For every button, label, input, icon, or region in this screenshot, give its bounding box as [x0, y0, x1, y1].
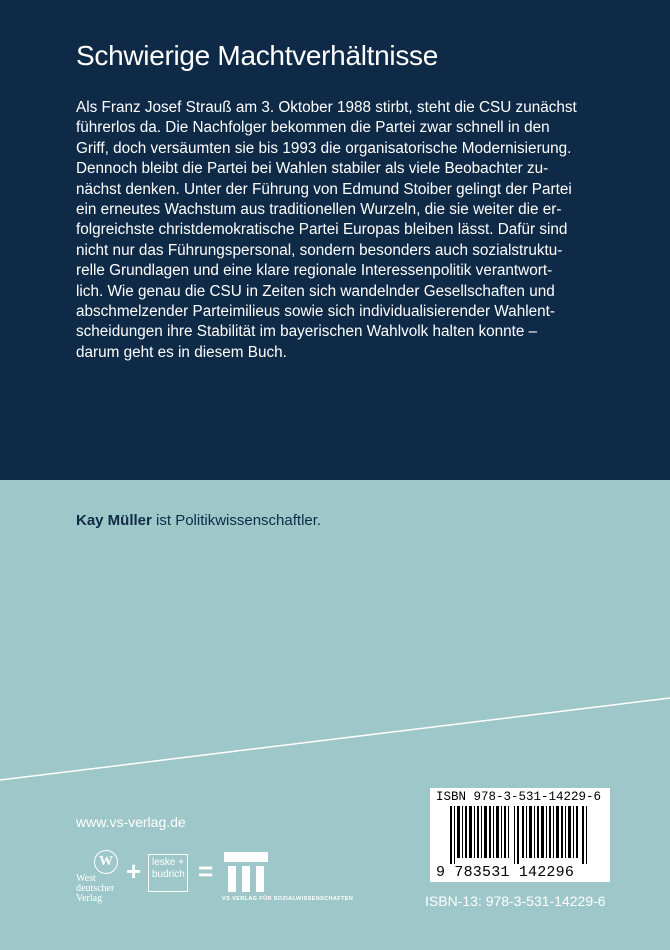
isbn-top-label: ISBN 978-3-531-14229-6: [436, 790, 602, 804]
equals-sign: =: [198, 856, 214, 886]
blurb-line: nicht nur das Führungspersonal, sondern besonders auch sozialstruktu-: [76, 241, 563, 259]
blurb-line: scheidungen ihre Stabilität im bayerischen Wahlvolk halten konnte –: [76, 323, 538, 341]
vs-verlag-logo-icon: [224, 852, 268, 892]
blurb-line: darum geht es in diesem Buch.: [76, 343, 287, 361]
blurb-line: relle Grundlagen und eine klare regionale Interessenpolitik verantwort-: [76, 262, 553, 280]
bottom-panel: [0, 480, 670, 950]
author-description: ist Politikwissenschaftler.: [156, 512, 322, 529]
blurb-line: ein erneutes Wachstum aus traditionellen Wurzeln, die sie weiter die er-: [76, 201, 562, 219]
logo-text-line: budrich: [152, 869, 185, 880]
blurb-line: abschmelzender Parteimilieus sowie sich individualisierender Wahlent-: [76, 303, 555, 321]
blurb-line: nächst denken. Unter der Führung von Edmund Stoiber gelingt der Partei: [76, 180, 572, 198]
author-line: [76, 512, 321, 529]
logo-text-line: West: [76, 873, 96, 884]
book-title: Schwierige Machtverhältnisse: [76, 40, 438, 71]
blurb-line: führerlos da. Die Nachfolger bekommen die Partei zwar schnell in den: [76, 119, 550, 137]
blurb-text: [76, 98, 616, 363]
barcode-box: [430, 788, 610, 882]
westdeutscher-verlag-logo: [76, 850, 118, 906]
leske-budrich-logo: [148, 854, 188, 892]
ean-number: 9 783531 142296: [436, 864, 575, 881]
logo-text-line: Verlag: [76, 893, 103, 904]
isbn13-label: ISBN-13: 978-3-531-14229-6: [425, 893, 606, 909]
vs-verlag-caption: VS VERLAG FÜR SOZIALWISSENSCHAFTEN: [222, 896, 354, 902]
logo-text-line: deutscher: [76, 883, 115, 894]
blurb-line: Griff, doch versäumten sie bis 1993 die organisatorische Modernisierung.: [76, 139, 572, 157]
blurb-line: Als Franz Josef Strauß am 3. Oktober 1988 stirbt, steht die CSU zunächst: [76, 99, 577, 116]
logo-text-line: leske +: [152, 857, 184, 868]
blurb-line: Dennoch bleibt die Partei bei Wahlen stabiler als viele Beobachter zu-: [76, 160, 549, 178]
blurb-line: folgreichste christdemokratische Partei Europas bleiben lässt. Dafür sind: [76, 221, 568, 239]
author-name: Kay Müller: [76, 512, 152, 529]
website-link[interactable]: www.vs-verlag.de: [76, 814, 186, 830]
barcode-icon: [450, 806, 590, 864]
plus-sign: +: [126, 856, 142, 886]
w-circle-icon: W: [94, 850, 118, 874]
blurb-line: lich. Wie genau die CSU in Zeiten sich wandelnder Gesellschaften und: [76, 282, 555, 300]
